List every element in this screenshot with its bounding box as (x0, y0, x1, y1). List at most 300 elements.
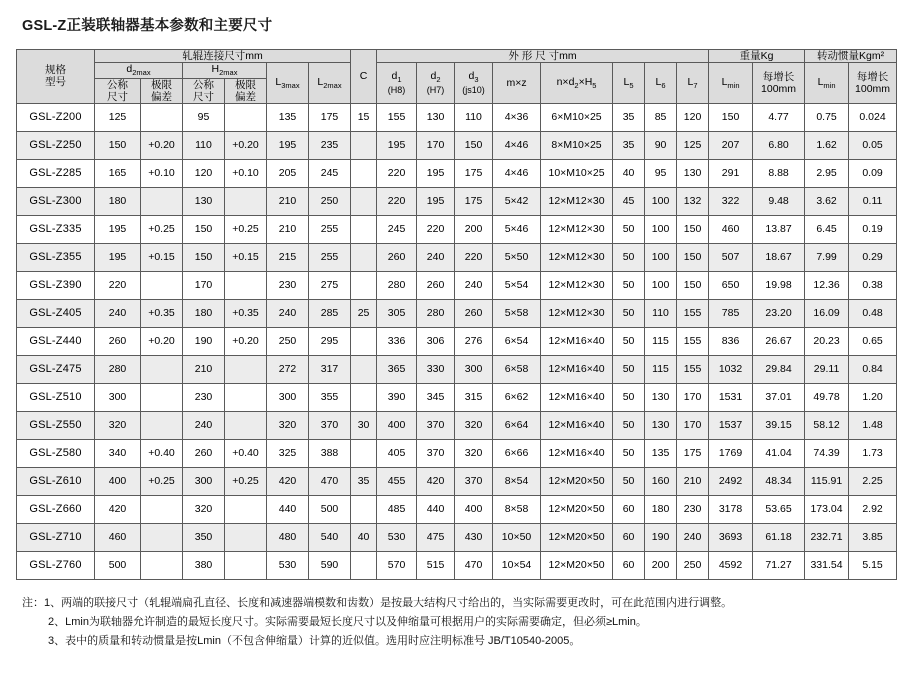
cell-l6: 115 (645, 327, 677, 355)
cell-w-lmin: 2492 (709, 467, 753, 495)
cell-ndh: 12×M12×30 (541, 271, 613, 299)
cell-h2-nom: 260 (183, 439, 225, 467)
cell-l5: 40 (613, 159, 645, 187)
cell-l5: 50 (613, 215, 645, 243)
note-line-1 (22, 594, 884, 613)
cell-d2: 195 (417, 159, 455, 187)
cell-l6: 100 (645, 271, 677, 299)
cell-mz: 5×58 (493, 299, 541, 327)
cell-l5: 50 (613, 383, 645, 411)
cell-w-lmin: 507 (709, 243, 753, 271)
cell-h2-tol (225, 271, 267, 299)
cell-d2-tol: +0.10 (141, 159, 183, 187)
cell-model: GSL-Z440 (17, 327, 95, 355)
cell-d1: 530 (377, 523, 417, 551)
cell-l5: 60 (613, 523, 645, 551)
cell-d2-nom: 125 (95, 103, 141, 131)
cell-h2-nom: 150 (183, 243, 225, 271)
cell-h2-nom: 210 (183, 355, 225, 383)
cell-w-per100: 48.34 (753, 467, 805, 495)
cell-l2max: 500 (309, 495, 351, 523)
cell-h2-tol: +0.10 (225, 159, 267, 187)
cell-d2-nom: 300 (95, 383, 141, 411)
cell-l6: 130 (645, 411, 677, 439)
cell-l7: 150 (677, 271, 709, 299)
cell-l3max: 440 (267, 495, 309, 523)
cell-h2-tol: +0.25 (225, 467, 267, 495)
header-inertia-per100: 每增长 100mm (849, 63, 897, 104)
header-outer-dim: 外 形 尺 寸mm (377, 50, 709, 63)
cell-l7: 132 (677, 187, 709, 215)
cell-l7: 175 (677, 439, 709, 467)
cell-h2-tol (225, 383, 267, 411)
cell-d3: 110 (455, 103, 493, 131)
cell-model: GSL-Z300 (17, 187, 95, 215)
cell-l7: 170 (677, 383, 709, 411)
cell-h2-nom: 350 (183, 523, 225, 551)
cell-h2-tol (225, 411, 267, 439)
cell-i-per100: 1.73 (849, 439, 897, 467)
cell-d2: 195 (417, 187, 455, 215)
cell-mz: 10×54 (493, 551, 541, 579)
page-title: GSL-Z正装联轴器基本参数和主要尺寸 (22, 18, 273, 34)
cell-l2max: 250 (309, 187, 351, 215)
cell-i-per100: 0.38 (849, 271, 897, 299)
cell-l6: 110 (645, 299, 677, 327)
cell-l7: 150 (677, 243, 709, 271)
note-line-3 (22, 632, 884, 651)
cell-h2-nom: 320 (183, 495, 225, 523)
cell-i-lmin: 0.75 (805, 103, 849, 131)
header-d1: $d_1$ (H8) (377, 63, 417, 104)
cell-model: GSL-Z550 (17, 411, 95, 439)
cell-l2max: 255 (309, 243, 351, 271)
cell-ndh: 12×M20×50 (541, 495, 613, 523)
header-h2max: $H_{2max}$ (183, 63, 267, 79)
cell-h2-nom: 110 (183, 131, 225, 159)
cell-l6: 95 (645, 159, 677, 187)
cell-w-lmin: 1032 (709, 355, 753, 383)
table-row (17, 131, 897, 159)
cell-h2-nom: 120 (183, 159, 225, 187)
cell-d2-tol (141, 103, 183, 131)
header-h2-tolerance: 极限 偏差 (225, 78, 267, 103)
cell-d2: 330 (417, 355, 455, 383)
cell-d2-nom: 220 (95, 271, 141, 299)
cell-l3max: 240 (267, 299, 309, 327)
header-weight: 重量Kg (709, 50, 805, 63)
header-spec-line2: 型号 (45, 76, 66, 89)
cell-h2-nom: 190 (183, 327, 225, 355)
cell-model: GSL-Z580 (17, 439, 95, 467)
cell-d3: 315 (455, 383, 493, 411)
cell-i-per100: 2.25 (849, 467, 897, 495)
header-l3max: $L_{3max}$ (267, 63, 309, 104)
cell-d3: 400 (455, 495, 493, 523)
cell-d1: 305 (377, 299, 417, 327)
cell-ndh: 12×M20×50 (541, 467, 613, 495)
cell-model: GSL-Z250 (17, 131, 95, 159)
cell-w-per100: 26.67 (753, 327, 805, 355)
cell-i-lmin: 3.62 (805, 187, 849, 215)
cell-d1: 455 (377, 467, 417, 495)
cell-i-per100: 0.84 (849, 355, 897, 383)
cell-c: 40 (351, 523, 377, 551)
cell-c (351, 271, 377, 299)
cell-d2-tol (141, 355, 183, 383)
notes-label: 注： (22, 596, 44, 609)
cell-c (351, 383, 377, 411)
header-inertia: 转动惯量Kgm² (805, 50, 897, 63)
cell-mz: 6×66 (493, 439, 541, 467)
cell-l6: 200 (645, 551, 677, 579)
table-row (17, 383, 897, 411)
cell-h2-tol: +0.20 (225, 327, 267, 355)
cell-i-per100: 2.92 (849, 495, 897, 523)
cell-d1: 280 (377, 271, 417, 299)
cell-w-per100: 61.18 (753, 523, 805, 551)
header-d2max: $d_{2max}$ (95, 63, 183, 79)
cell-d3: 175 (455, 159, 493, 187)
header-ndh: $n\times d_2\times H_5$ (541, 63, 613, 104)
cell-i-lmin: 12.36 (805, 271, 849, 299)
cell-i-lmin: 74.39 (805, 439, 849, 467)
cell-mz: 5×42 (493, 187, 541, 215)
cell-l3max: 135 (267, 103, 309, 131)
cell-i-per100: 0.65 (849, 327, 897, 355)
cell-l5: 50 (613, 439, 645, 467)
note-line-2 (22, 613, 884, 632)
cell-i-lmin: 16.09 (805, 299, 849, 327)
cell-d2: 475 (417, 523, 455, 551)
cell-d2-nom: 195 (95, 215, 141, 243)
cell-l2max: 590 (309, 551, 351, 579)
cell-mz: 4×46 (493, 131, 541, 159)
cell-c (351, 243, 377, 271)
cell-l2max: 235 (309, 131, 351, 159)
cell-i-lmin: 2.95 (805, 159, 849, 187)
cell-w-per100: 18.67 (753, 243, 805, 271)
cell-i-lmin: 49.78 (805, 383, 849, 411)
cell-model: GSL-Z760 (17, 551, 95, 579)
cell-l3max: 205 (267, 159, 309, 187)
table-header (17, 50, 897, 104)
cell-c (351, 187, 377, 215)
cell-i-per100: 0.48 (849, 299, 897, 327)
cell-c (351, 495, 377, 523)
cell-i-lmin: 232.71 (805, 523, 849, 551)
cell-d2-tol (141, 383, 183, 411)
cell-d3: 320 (455, 439, 493, 467)
cell-l5: 35 (613, 103, 645, 131)
cell-l3max: 195 (267, 131, 309, 159)
cell-model: GSL-Z405 (17, 299, 95, 327)
cell-mz: 4×46 (493, 159, 541, 187)
cell-l2max: 275 (309, 271, 351, 299)
cell-l7: 230 (677, 495, 709, 523)
cell-d3: 200 (455, 215, 493, 243)
cell-i-per100: 0.19 (849, 215, 897, 243)
cell-l2max: 175 (309, 103, 351, 131)
cell-l6: 130 (645, 383, 677, 411)
cell-l5: 50 (613, 243, 645, 271)
cell-w-lmin: 150 (709, 103, 753, 131)
cell-i-lmin: 6.45 (805, 215, 849, 243)
cell-w-lmin: 322 (709, 187, 753, 215)
cell-l6: 85 (645, 103, 677, 131)
table-row (17, 271, 897, 299)
cell-d3: 430 (455, 523, 493, 551)
cell-d2: 515 (417, 551, 455, 579)
cell-d2-tol: +0.25 (141, 215, 183, 243)
cell-model: GSL-Z285 (17, 159, 95, 187)
cell-l3max: 420 (267, 467, 309, 495)
cell-l7: 170 (677, 411, 709, 439)
cell-c: 35 (351, 467, 377, 495)
cell-l2max: 355 (309, 383, 351, 411)
cell-d2-nom: 150 (95, 131, 141, 159)
table-row (17, 551, 897, 579)
cell-l3max: 300 (267, 383, 309, 411)
cell-d2-tol (141, 495, 183, 523)
cell-model: GSL-Z335 (17, 215, 95, 243)
cell-i-per100: 1.20 (849, 383, 897, 411)
cell-l6: 135 (645, 439, 677, 467)
cell-c: 30 (351, 411, 377, 439)
cell-d2-nom: 195 (95, 243, 141, 271)
cell-l5: 60 (613, 551, 645, 579)
cell-d2-tol (141, 271, 183, 299)
cell-l3max: 215 (267, 243, 309, 271)
cell-h2-tol: +0.35 (225, 299, 267, 327)
cell-d1: 220 (377, 187, 417, 215)
table-row (17, 467, 897, 495)
cell-d2-nom: 165 (95, 159, 141, 187)
cell-d2-nom: 460 (95, 523, 141, 551)
cell-d1: 336 (377, 327, 417, 355)
cell-d3: 370 (455, 467, 493, 495)
cell-d2: 170 (417, 131, 455, 159)
cell-d1: 570 (377, 551, 417, 579)
cell-d3: 150 (455, 131, 493, 159)
cell-l3max: 530 (267, 551, 309, 579)
cell-w-lmin: 1537 (709, 411, 753, 439)
cell-d2: 240 (417, 243, 455, 271)
header-l6: $L_6$ (645, 63, 677, 104)
cell-d2-tol (141, 523, 183, 551)
cell-c (351, 439, 377, 467)
cell-l6: 100 (645, 187, 677, 215)
cell-w-per100: 39.15 (753, 411, 805, 439)
cell-w-lmin: 460 (709, 215, 753, 243)
cell-l2max: 540 (309, 523, 351, 551)
table-body (17, 103, 897, 579)
cell-mz: 6×58 (493, 355, 541, 383)
cell-l3max: 325 (267, 439, 309, 467)
cell-i-lmin: 7.99 (805, 243, 849, 271)
cell-w-lmin: 836 (709, 327, 753, 355)
cell-l5: 50 (613, 299, 645, 327)
cell-model: GSL-Z355 (17, 243, 95, 271)
cell-w-per100: 41.04 (753, 439, 805, 467)
cell-l2max: 470 (309, 467, 351, 495)
header-d2-tolerance: 极限 偏差 (141, 78, 183, 103)
cell-d1: 390 (377, 383, 417, 411)
cell-i-per100: 0.09 (849, 159, 897, 187)
notes-block (22, 594, 884, 652)
cell-i-per100: 0.11 (849, 187, 897, 215)
cell-h2-tol: +0.20 (225, 131, 267, 159)
note-item-0: 1、两端的联接尺寸（轧辊端扁孔直径、长度和减速器端模数和齿数）是按最大结构尺寸给出的，当实际需要更改时，可在此范围内进行调整。 (44, 596, 733, 609)
cell-d3: 470 (455, 551, 493, 579)
cell-l2max: 255 (309, 215, 351, 243)
cell-h2-nom: 300 (183, 467, 225, 495)
cell-l7: 155 (677, 355, 709, 383)
cell-l6: 180 (645, 495, 677, 523)
table-row (17, 327, 897, 355)
cell-d2-tol (141, 187, 183, 215)
cell-mz: 5×46 (493, 215, 541, 243)
header-d2: $d_2$ (H7) (417, 63, 455, 104)
cell-l5: 50 (613, 467, 645, 495)
cell-h2-nom: 95 (183, 103, 225, 131)
cell-mz: 8×58 (493, 495, 541, 523)
cell-d2-tol (141, 551, 183, 579)
cell-l5: 35 (613, 131, 645, 159)
header-h2-nominal: 公称 尺寸 (183, 78, 225, 103)
header-mz: m×z (493, 63, 541, 104)
cell-ndh: 10×M10×25 (541, 159, 613, 187)
cell-w-per100: 9.48 (753, 187, 805, 215)
cell-d3: 276 (455, 327, 493, 355)
header-l5: $L_5$ (613, 63, 645, 104)
cell-d3: 300 (455, 355, 493, 383)
header-d3: $d_3$ (js10) (455, 63, 493, 104)
cell-w-per100: 4.77 (753, 103, 805, 131)
cell-w-per100: 13.87 (753, 215, 805, 243)
cell-h2-nom: 240 (183, 411, 225, 439)
cell-l7: 120 (677, 103, 709, 131)
cell-l7: 125 (677, 131, 709, 159)
cell-h2-tol: +0.40 (225, 439, 267, 467)
cell-h2-nom: 130 (183, 187, 225, 215)
cell-l6: 160 (645, 467, 677, 495)
cell-l3max: 272 (267, 355, 309, 383)
cell-mz: 6×62 (493, 383, 541, 411)
cell-d2-nom: 260 (95, 327, 141, 355)
cell-d1: 155 (377, 103, 417, 131)
table-row (17, 243, 897, 271)
cell-l6: 100 (645, 243, 677, 271)
cell-l2max: 317 (309, 355, 351, 383)
cell-l2max: 285 (309, 299, 351, 327)
cell-d2-tol: +0.35 (141, 299, 183, 327)
cell-d2: 260 (417, 271, 455, 299)
cell-l5: 50 (613, 355, 645, 383)
table-row (17, 215, 897, 243)
header-d2-nominal: 公称 尺寸 (95, 78, 141, 103)
table-row (17, 299, 897, 327)
cell-d3: 175 (455, 187, 493, 215)
cell-d3: 240 (455, 271, 493, 299)
cell-i-lmin: 29.11 (805, 355, 849, 383)
cell-w-lmin: 785 (709, 299, 753, 327)
cell-h2-nom: 230 (183, 383, 225, 411)
cell-l3max: 230 (267, 271, 309, 299)
cell-i-lmin: 115.91 (805, 467, 849, 495)
cell-ndh: 12×M12×30 (541, 243, 613, 271)
cell-mz: 5×50 (493, 243, 541, 271)
table-row (17, 103, 897, 131)
cell-d1: 405 (377, 439, 417, 467)
cell-i-per100: 3.85 (849, 523, 897, 551)
cell-w-per100: 29.84 (753, 355, 805, 383)
cell-h2-nom: 150 (183, 215, 225, 243)
cell-ndh: 8×M10×25 (541, 131, 613, 159)
cell-i-per100: 0.024 (849, 103, 897, 131)
cell-l5: 50 (613, 271, 645, 299)
cell-w-lmin: 3693 (709, 523, 753, 551)
cell-d2-nom: 180 (95, 187, 141, 215)
header-spec-line1: 规格 (45, 64, 66, 77)
cell-w-per100: 53.65 (753, 495, 805, 523)
cell-ndh: 12×M16×40 (541, 355, 613, 383)
cell-l3max: 250 (267, 327, 309, 355)
cell-d2-tol: +0.15 (141, 243, 183, 271)
cell-c (351, 327, 377, 355)
cell-model: GSL-Z660 (17, 495, 95, 523)
cell-l7: 250 (677, 551, 709, 579)
cell-w-per100: 6.80 (753, 131, 805, 159)
header-weight-lmin: $L_{min}$ (709, 63, 753, 104)
cell-ndh: 12×M20×50 (541, 551, 613, 579)
cell-l3max: 210 (267, 187, 309, 215)
cell-d3: 260 (455, 299, 493, 327)
cell-mz: 5×54 (493, 271, 541, 299)
cell-c (351, 551, 377, 579)
cell-w-per100: 71.27 (753, 551, 805, 579)
cell-d1: 245 (377, 215, 417, 243)
header-l7: $L_7$ (677, 63, 709, 104)
cell-w-lmin: 3178 (709, 495, 753, 523)
cell-d2-tol: +0.20 (141, 131, 183, 159)
cell-l6: 115 (645, 355, 677, 383)
cell-l6: 100 (645, 215, 677, 243)
cell-ndh: 12×M12×30 (541, 187, 613, 215)
cell-h2-tol (225, 187, 267, 215)
cell-d3: 320 (455, 411, 493, 439)
cell-w-per100: 37.01 (753, 383, 805, 411)
table-row (17, 159, 897, 187)
cell-h2-tol (225, 355, 267, 383)
cell-i-per100: 5.15 (849, 551, 897, 579)
cell-h2-tol (225, 523, 267, 551)
cell-h2-tol (225, 551, 267, 579)
cell-ndh: 12×M16×40 (541, 327, 613, 355)
cell-d1: 485 (377, 495, 417, 523)
cell-l7: 155 (677, 299, 709, 327)
cell-w-lmin: 207 (709, 131, 753, 159)
cell-h2-nom: 380 (183, 551, 225, 579)
specification-table (16, 49, 897, 580)
cell-d2: 130 (417, 103, 455, 131)
table-row (17, 495, 897, 523)
table-row (17, 355, 897, 383)
cell-h2-tol (225, 103, 267, 131)
cell-w-lmin: 291 (709, 159, 753, 187)
header-weight-per100: 每增长 100mm (753, 63, 805, 104)
cell-mz: 4×36 (493, 103, 541, 131)
